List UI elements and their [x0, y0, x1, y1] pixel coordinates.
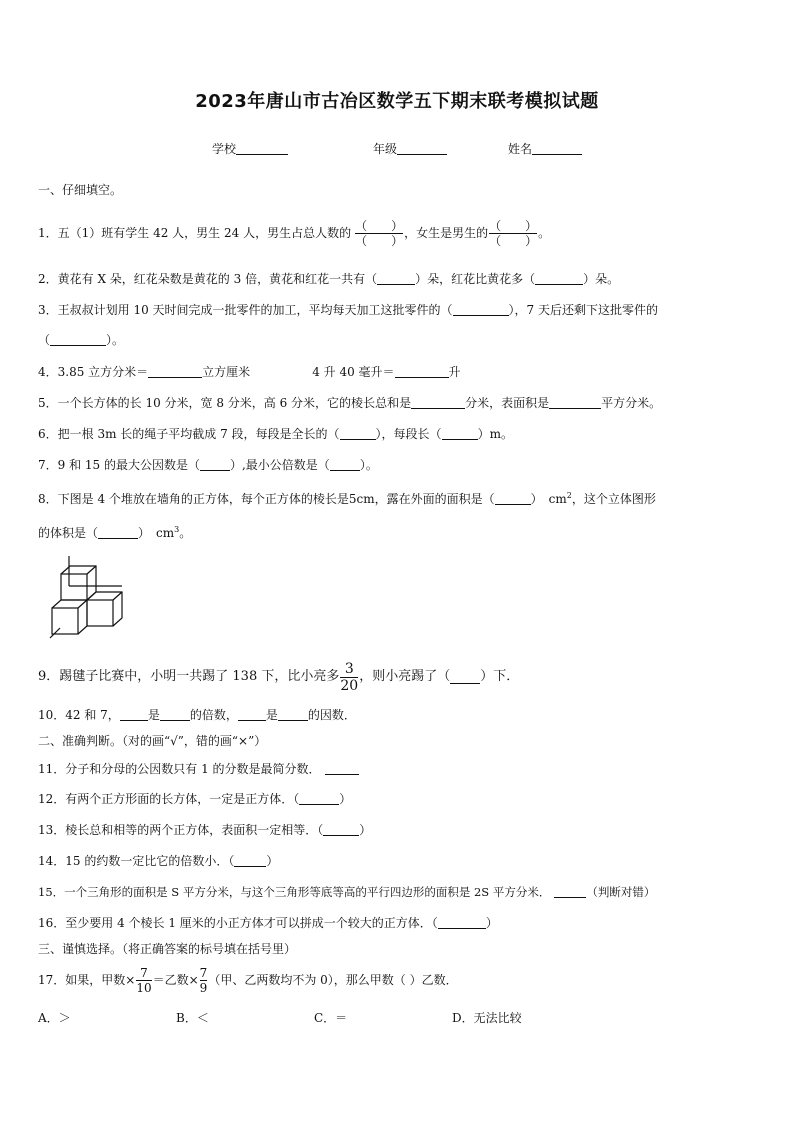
q5-blank-1	[411, 395, 465, 409]
section1-heading: 一、仔细填空。	[38, 183, 123, 197]
q9-fraction: $\frac{3}{20}$	[340, 660, 359, 694]
question-3: 3．王叔叔计划用 10 天时间完成一批零件的加工，平均每天加工这批零件的（ ），7 天后还剩下这批零件的	[38, 303, 658, 317]
school-field	[212, 140, 288, 157]
question-8-cont: 的体积是（ ） $cm^3$。	[38, 525, 192, 540]
name-field	[508, 140, 582, 157]
q1-text-c: 。	[538, 226, 551, 240]
option-d[interactable]: D．无法比较	[452, 1011, 522, 1025]
q4-blank-1	[148, 364, 202, 378]
q9-blank	[450, 670, 480, 684]
q1-fraction-2: $\frac{( )}{( )}$	[489, 218, 538, 248]
q3-blank-2	[50, 332, 106, 346]
grade-field	[373, 140, 447, 157]
q14-blank	[234, 853, 266, 867]
q1-text-b: ，女生是男生的	[404, 226, 489, 240]
question-14: 14．15 的约数一定比它的倍数小．（ ）	[38, 854, 279, 868]
q10-blank-4	[278, 707, 308, 721]
question-11: 11．分子和分母的公因数只有 1 的分数是最简分数．	[38, 760, 359, 778]
question-12: 12．有两个正方形面的长方体，一定是正方体．（ ）	[38, 792, 352, 806]
q8-blank-1	[495, 491, 531, 505]
question-10: 10．42 和 7， 是 的倍数， 是 的因数．	[38, 708, 356, 722]
page-title: 2023年唐山市古冶区数学五下期末联考模拟试题	[195, 91, 599, 112]
q5-blank-2	[549, 395, 601, 409]
q7-blank-1	[200, 457, 230, 471]
cube-top	[61, 574, 87, 600]
q2-blank-1	[377, 271, 415, 285]
q10-blank-1	[120, 707, 148, 721]
q15-blank	[554, 884, 586, 898]
school-blank	[236, 141, 288, 155]
grade-label: 年级	[373, 142, 398, 156]
q1-fraction-1: $\frac{( )}{( )}$	[355, 218, 404, 248]
grade-blank	[397, 141, 447, 155]
q12-blank	[299, 791, 339, 805]
q8-blank-2	[98, 525, 138, 539]
q16-blank	[438, 915, 486, 929]
q7-blank-2	[330, 457, 360, 471]
q1-text-a: 1．五（1）班有学生 42 人，男生 24 人，男生占总人数的	[38, 226, 352, 240]
q10-blank-3	[238, 707, 266, 721]
stacked-cubes-figure	[42, 556, 142, 646]
section2-heading: 二、准确判断。（对的画“√”，错的画“×”）	[38, 734, 267, 748]
question-8: 8．下图是 4 个堆放在墙角的正方体，每个正方体的棱长是5cm，露在外面的面积是（ ） $cm^2$，这个立体图形	[38, 491, 656, 506]
q2-blank-2	[535, 271, 583, 285]
school-label: 学校	[212, 142, 237, 156]
section3-heading: 三、谨慎选择。（将正确答案的标号填在括号里）	[38, 942, 297, 956]
name-label: 姓名	[508, 142, 533, 156]
option-a[interactable]: A．＞	[38, 1011, 71, 1025]
question-4: 4．3.85 立方分米＝ 立方厘米 4 升 40 毫升＝ 升	[38, 365, 461, 379]
q10-blank-2	[160, 707, 190, 721]
q3-blank-1	[453, 302, 509, 316]
q6-blank-2	[442, 426, 478, 440]
q6-blank-1	[340, 426, 376, 440]
cube-bottom-right	[87, 600, 113, 626]
question-5: 5．一个长方体的长 10 分米，宽 8 分米，高 6 分米，它的棱长总和是 分米，表面积是 平方分米。	[38, 396, 662, 410]
question-6: 6．把一根 3m 长的绳子平均截成 7 段，每段是全长的（ ），每段长（ ）m。	[38, 427, 513, 441]
q17-fraction-2: $\frac{7}{9}$	[199, 965, 208, 995]
q13-blank	[323, 822, 359, 836]
question-13: 13．棱长总和相等的两个正方体，表面积一定相等．（ ）	[38, 823, 372, 837]
option-b[interactable]: B．＜	[176, 1011, 209, 1025]
name-blank	[532, 141, 582, 155]
question-17: 17．如果，甲数× $\frac{7}{10}$ ＝乙数× $\frac{7}{9}$ （甲、乙两数均不为 0），那么甲数（ ）乙数．	[38, 965, 458, 995]
cube-bottom-left	[52, 608, 78, 634]
q17-fraction-1: $\frac{7}{10}$	[136, 965, 152, 995]
question-15: 15．一个三角形的面积是 S 平方分米，与这个三角形等底等高的平行四边形的面积是 2S 平方分米． （判断对错）	[38, 885, 656, 899]
question-7: 7．9 和 15 的最大公因数是（ ）,最小公倍数是（ ）。	[38, 458, 378, 472]
question-2: 2．黄花有 X 朵，红花朵数是黄花的 3 倍，黄花和红花一共有（ ）朵，红花比黄花多（ ）朵。	[38, 272, 620, 286]
q11-blank	[325, 761, 359, 775]
option-c[interactable]: C．＝	[314, 1011, 348, 1025]
question-3-cont: （ ）。	[38, 333, 125, 347]
question-16: 16．至少要用 4 个棱长 1 厘米的小正方体才可以拼成一个较大的正方体．（ ）	[38, 916, 498, 930]
q4-blank-2	[395, 364, 449, 378]
question-9: 9．踢毽子比赛中，小明一共踢了 138 下，比小亮多 $\frac{3}{20}$ ，则小亮踢了（ ）下．	[38, 660, 520, 694]
question-1	[38, 210, 550, 256]
